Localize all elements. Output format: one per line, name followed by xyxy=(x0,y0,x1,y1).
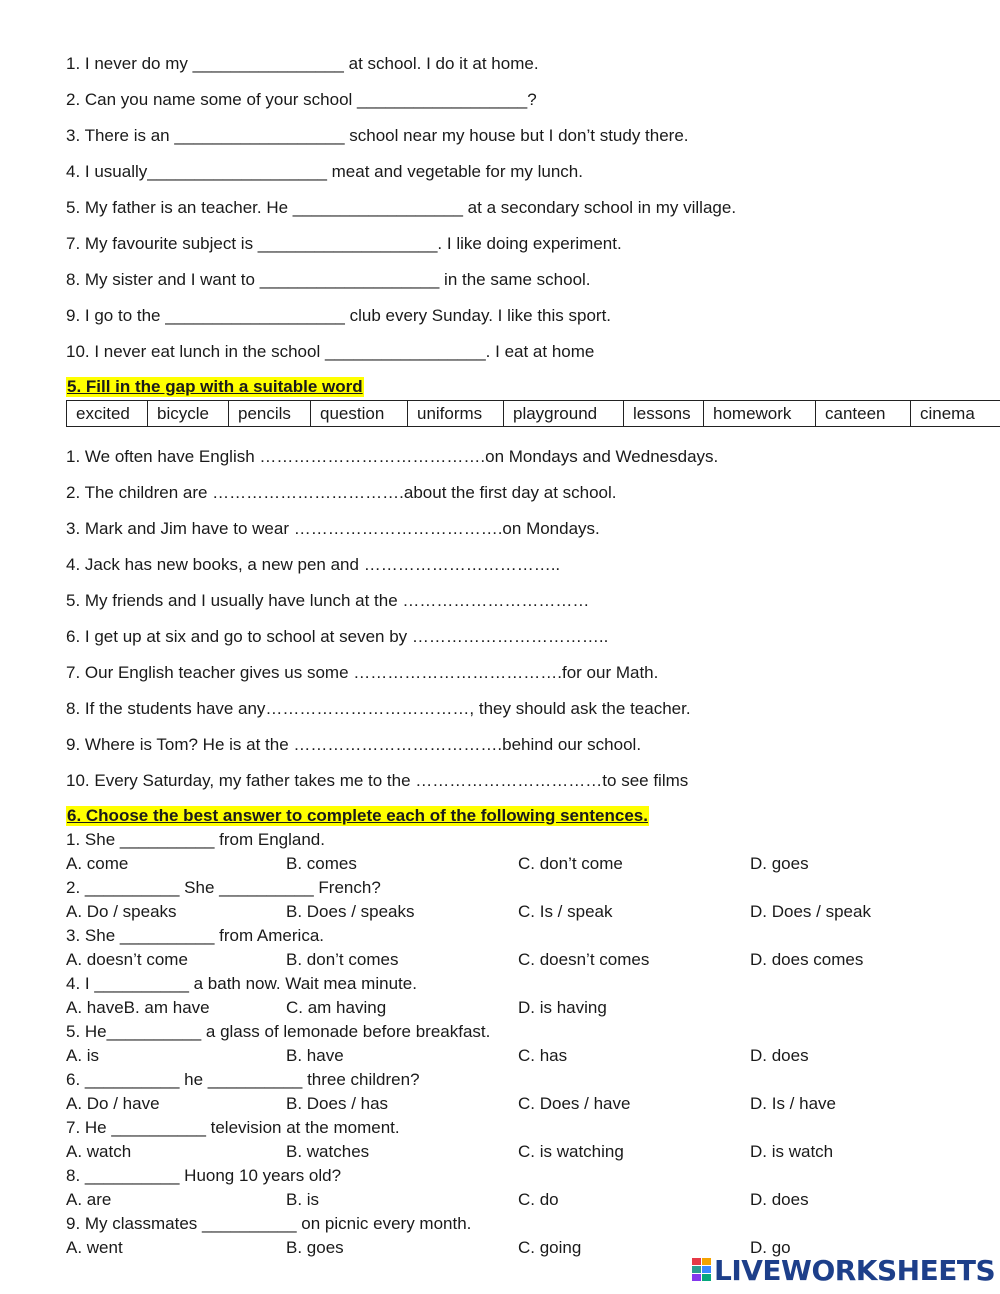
answer-option: D. Does / speak xyxy=(750,902,871,921)
answer-option: C. don’t come xyxy=(518,854,623,873)
answer-option: A. Do / speaks xyxy=(66,902,177,921)
exercise-line: 2. The children are …………………………….about the first day at school. xyxy=(66,483,617,502)
answer-option: B. Does / speaks xyxy=(286,902,415,921)
answer-option: B. Does / has xyxy=(286,1094,389,1113)
word-bank-cell: canteen xyxy=(816,401,911,427)
question-text: 7. He __________ television at the moment. xyxy=(66,1118,400,1137)
question-text: 2. __________ She __________ French? xyxy=(66,878,381,897)
word-bank-cell: pencils xyxy=(229,401,311,427)
question-text: 8. __________ Huong 10 years old? xyxy=(66,1166,342,1185)
answer-option: B. watches xyxy=(286,1142,370,1161)
answer-option: A. went xyxy=(66,1238,123,1257)
answer-option: D. Is / have xyxy=(750,1094,836,1113)
question-text: 1. She __________ from England. xyxy=(66,830,325,849)
answer-option: A. watch xyxy=(66,1142,132,1161)
logo-text: LIVEWORKSHEETS xyxy=(714,1253,996,1287)
exercise-line: 3. Mark and Jim have to wear ……………………………….on Mondays. xyxy=(66,519,600,538)
exercise-line: 4. I usually___________________ meat and vegetable for my lunch. xyxy=(66,162,583,181)
exercise-line: 10. I never eat lunch in the school _________________. I eat at home xyxy=(66,342,595,361)
answer-option: C. Is / speak xyxy=(518,902,613,921)
word-bank-cell: playground xyxy=(504,401,624,427)
answer-option: C. going xyxy=(518,1238,582,1257)
exercise-line: 1. I never do my ________________ at school. I do it at home. xyxy=(66,54,539,73)
answer-option: C. doesn’t comes xyxy=(518,950,650,969)
question-text: 5. He__________ a glass of lemonade before breakfast. xyxy=(66,1022,491,1041)
word-bank-table xyxy=(66,400,1000,427)
exercise-line: 4. Jack has new books, a new pen and …………………………….. xyxy=(66,555,561,574)
word-bank-cell: homework xyxy=(704,401,816,427)
exercise-line: 5. My father is an teacher. He __________________ at a secondary school in my village. xyxy=(66,198,737,217)
answer-option: C. Does / have xyxy=(518,1094,631,1113)
answer-option: C. is watching xyxy=(518,1142,624,1161)
logo-block xyxy=(692,1258,701,1265)
answer-option: D. is watch xyxy=(750,1142,834,1161)
question-text: 9. My classmates __________ on picnic every month. xyxy=(66,1214,472,1233)
word-bank-cell: cinema xyxy=(911,401,1000,427)
answer-option: D. goes xyxy=(750,854,809,873)
exercise-line: 9. Where is Tom? He is at the ……………………………….behind our school. xyxy=(66,735,642,754)
word-bank-cell: lessons xyxy=(624,401,704,427)
answer-option: D. does comes xyxy=(750,950,864,969)
answer-option: B. comes xyxy=(286,854,357,873)
logo-blocks-icon xyxy=(692,1258,712,1282)
logo-block xyxy=(692,1266,701,1273)
question-text: 3. She __________ from America. xyxy=(66,926,324,945)
liveworksheets-logo[interactable] xyxy=(692,1253,996,1287)
exercise-line: 7. My favourite subject is ___________________. I like doing experiment. xyxy=(66,234,622,253)
answer-option: A. is xyxy=(66,1046,100,1065)
exercise-line: 7. Our English teacher gives us some ……………………………….for our Math. xyxy=(66,663,659,682)
word-bank-cell: question xyxy=(311,401,408,427)
answer-option: D. does xyxy=(750,1046,809,1065)
logo-block xyxy=(702,1274,711,1281)
exercise-line: 3. There is an __________________ school near my house but I don’t study there. xyxy=(66,126,689,145)
answer-option: C. am having xyxy=(286,998,387,1017)
logo-block xyxy=(702,1258,711,1265)
word-bank-cell: bicycle xyxy=(148,401,229,427)
answer-option: D. is having xyxy=(518,998,607,1017)
answer-option: A. haveB. am have xyxy=(66,998,210,1017)
exercise-line: 9. I go to the ___________________ club every Sunday. I like this sport. xyxy=(66,306,612,325)
answer-option: C. has xyxy=(518,1046,568,1065)
answer-option: A. doesn’t come xyxy=(66,950,188,969)
word-bank-cell: excited xyxy=(67,401,148,427)
exercise-line: 6. I get up at six and go to school at seven by …………………………….. xyxy=(66,627,609,646)
logo-block xyxy=(702,1266,711,1273)
exercise-line: 2. Can you name some of your school __________________? xyxy=(66,90,537,109)
section-6-heading: 6. Choose the best answer to complete each of the following sentences. xyxy=(67,806,648,825)
answer-option: B. don’t comes xyxy=(286,950,399,969)
answer-option: C. do xyxy=(518,1190,559,1209)
answer-option: D. go xyxy=(750,1238,791,1257)
exercise-line: 5. My friends and I usually have lunch at the …………………………… xyxy=(66,591,590,610)
exercise-line: 1. We often have English ………………………………….on Mondays and Wednesdays. xyxy=(66,447,719,466)
exercise-line: 8. My sister and I want to ___________________ in the same school. xyxy=(66,270,591,289)
section-5-heading: 5. Fill in the gap with a suitable word xyxy=(67,377,363,396)
exercise-line: 10. Every Saturday, my father takes me to the ……………………………to see films xyxy=(66,771,689,790)
answer-option: A. are xyxy=(66,1190,112,1209)
answer-option: A. Do / have xyxy=(66,1094,160,1113)
question-text: 4. I __________ a bath now. Wait mea minute. xyxy=(66,974,417,993)
word-bank-cell: uniforms xyxy=(408,401,504,427)
logo-block xyxy=(692,1274,701,1281)
answer-option: B. have xyxy=(286,1046,344,1065)
question-text: 6. __________ he __________ three children? xyxy=(66,1070,420,1089)
answer-option: B. goes xyxy=(286,1238,344,1257)
answer-option: D. does xyxy=(750,1190,809,1209)
answer-option: B. is xyxy=(286,1190,320,1209)
exercise-line: 8. If the students have any………………………………, they should ask the teacher. xyxy=(66,699,691,718)
answer-option: A. come xyxy=(66,854,129,873)
